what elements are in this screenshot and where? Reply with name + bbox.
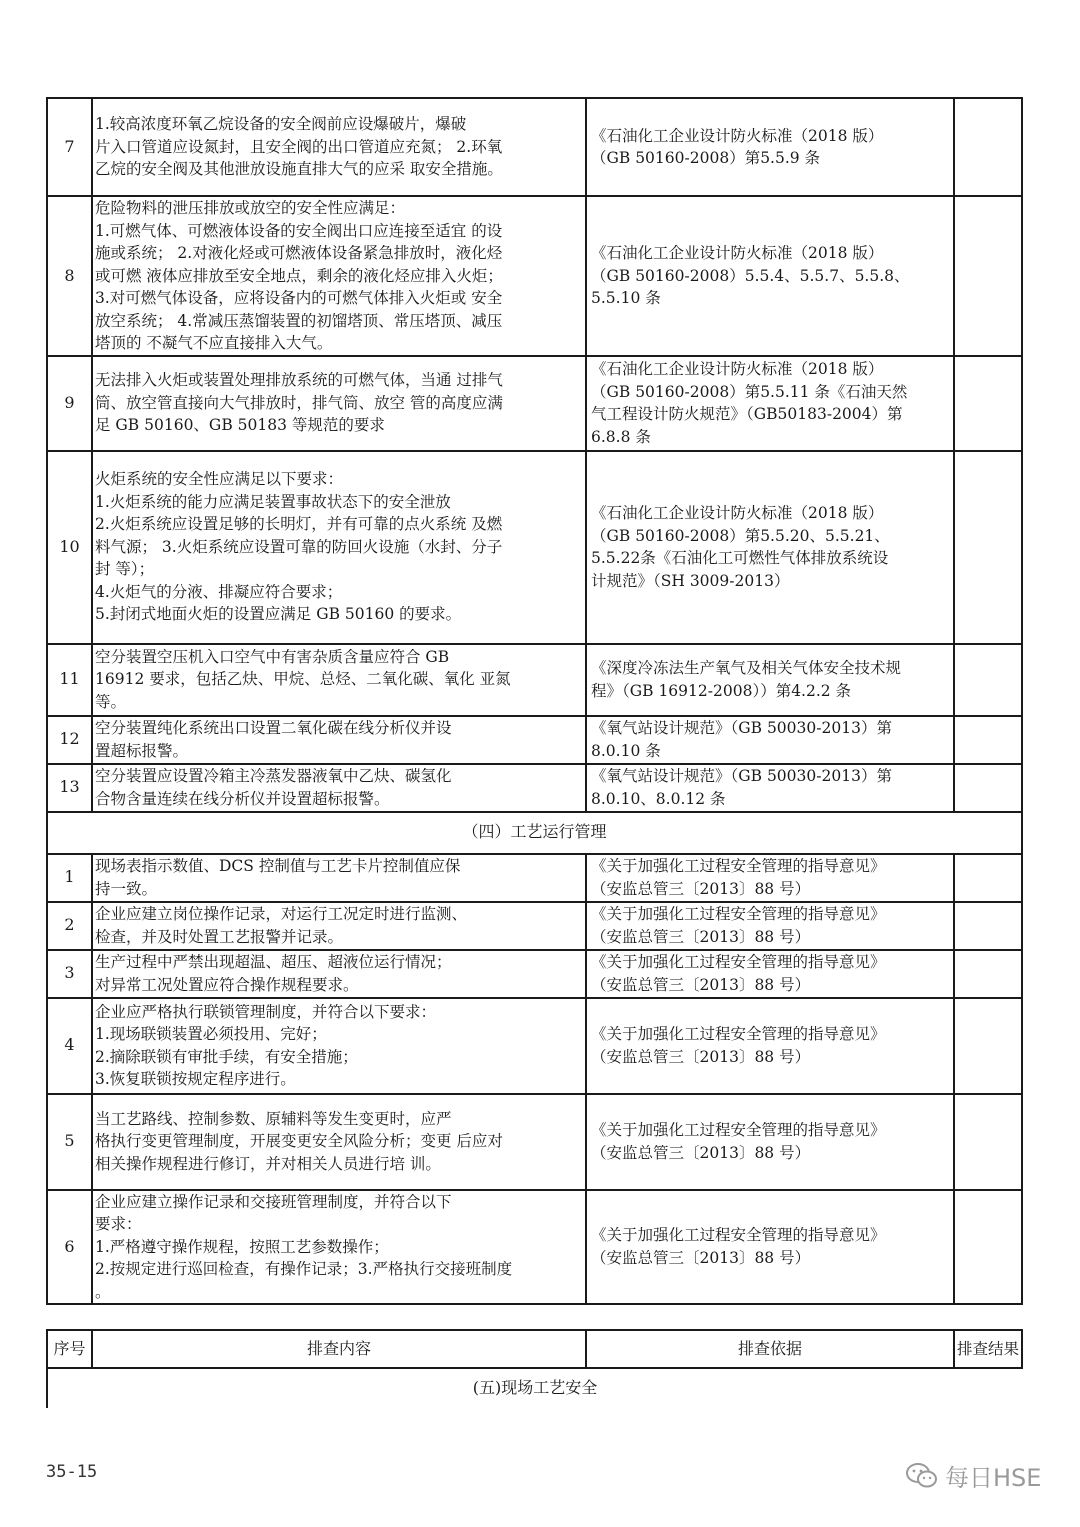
- basis-line: 《关于加强化工过程安全管理的指导意见》: [591, 953, 886, 971]
- content-line: 筒、放空管直接向大气排放时，排气筒、放空 管的高度应满: [95, 393, 503, 412]
- basis-line: （GB 50160-2008）第5.5.9 条: [591, 149, 821, 167]
- content-line: 危险物料的泄压排放或放空的安全性应满足：: [95, 199, 406, 217]
- section-4-title: （四）工艺运行管理: [47, 812, 1022, 854]
- content-line: 4.火炬气的分液、排凝应符合要求；: [95, 582, 343, 601]
- content-line: 1.火炬系统的能力应满足装置事故状态下的安全泄放: [95, 492, 451, 511]
- content-line: 当工艺路线、控制参数、原辅料等发生变更时，应严: [95, 1109, 452, 1128]
- table-row: [47, 950, 1022, 998]
- row-basis: [586, 356, 954, 451]
- content-line: 足 GB 50160、GB 50183 等规范的要求: [95, 416, 385, 435]
- table-header-continuation: [46, 1329, 1023, 1408]
- row-result-cell[interactable]: [954, 716, 1022, 764]
- content-line: 或可燃 液体应排放至安全地点，剩余的液化烃应排入火炬；: [95, 266, 503, 285]
- row-number: 10: [47, 451, 92, 644]
- row-content: [92, 902, 586, 950]
- row-result-cell[interactable]: [954, 356, 1022, 451]
- content-line: 置超标报警。: [95, 741, 189, 760]
- content-line: 封 等）；: [95, 560, 155, 579]
- row-content: [92, 1094, 586, 1190]
- row-content: [92, 716, 586, 764]
- row-content: [92, 196, 586, 356]
- header-col-result-text: 排查结果: [957, 1339, 1020, 1358]
- content-line: 现场表指示数值、DCS 控制值与工艺卡片控制值应保: [95, 857, 461, 875]
- basis-line: （安监总管三〔2013〕88 号）: [591, 1143, 811, 1162]
- row-content: [92, 98, 586, 196]
- row-basis: [586, 902, 954, 950]
- content-line: 要求：: [95, 1215, 142, 1233]
- content-line: 1.较高浓度环氧乙烷设备的安全阀前应设爆破片，爆破: [95, 115, 467, 134]
- content-line: 企业应严格执行联锁管理制度，并符合以下要求：: [95, 1002, 437, 1021]
- section-4-row: [47, 812, 1022, 854]
- table-row: [47, 764, 1022, 812]
- content-line: 生产过程中严禁出现超温、超压、超液位运行情况；: [95, 953, 452, 971]
- row-result-cell[interactable]: [954, 98, 1022, 196]
- basis-line: （安监总管三〔2013〕88 号）: [591, 927, 811, 946]
- row-result-cell[interactable]: [954, 950, 1022, 998]
- content-line: 放空系统； 4.常减压蒸馏装置的初馏塔顶、常压塔顶、减压: [95, 311, 503, 330]
- section-5-title: (五)现场工艺安全: [47, 1368, 1022, 1408]
- row-basis: [586, 1094, 954, 1190]
- row-number: 8: [47, 196, 92, 356]
- table-row: [47, 1190, 1022, 1305]
- row-number: 6: [47, 1190, 92, 1305]
- basis-line: 《石油化工企业设计防火标准（2018 版）: [591, 504, 884, 522]
- content-line: 3.对可燃气体设备，应将设备内的可燃气体排入火炬或 安全: [95, 289, 503, 307]
- basis-line: （安监总管三〔2013〕88 号）: [591, 1047, 811, 1066]
- content-line: 等。: [95, 692, 127, 711]
- row-number: 4: [47, 998, 92, 1094]
- page-number: 35-15: [46, 1462, 98, 1482]
- basis-line: 8.0.10、8.0.12 条: [591, 789, 726, 808]
- row-content: [92, 764, 586, 812]
- row-number: 1: [47, 854, 92, 902]
- header-col-content: 排查内容: [92, 1330, 586, 1368]
- content-line: 1.可燃气体、可燃液体设备的安全阀出口应连接至适宜 的设: [95, 221, 503, 240]
- row-basis: [586, 196, 954, 356]
- basis-line: 5.5.10 条: [591, 289, 661, 307]
- content-line: 空分装置应设置冷箱主冷蒸发器液氧中乙炔、碳氢化: [95, 767, 452, 785]
- row-basis: [586, 716, 954, 764]
- basis-line: 气工程设计防火规范》（GB50183-2004）第: [591, 405, 903, 423]
- row-result-cell[interactable]: [954, 764, 1022, 812]
- table-row: [47, 451, 1022, 644]
- basis-line: 8.0.10 条: [591, 741, 661, 760]
- content-line: 1.现场联锁装置必须投用、完好；: [95, 1025, 327, 1043]
- wechat-icon: [905, 1462, 939, 1490]
- row-result-cell[interactable]: [954, 451, 1022, 644]
- row-number: 9: [47, 356, 92, 451]
- row-result-cell[interactable]: [954, 1094, 1022, 1190]
- content-line: 相关操作规程进行修订，并对相关人员进行培 训。: [95, 1154, 441, 1173]
- basis-line: 《石油化工企业设计防火标准（2018 版）: [591, 126, 884, 145]
- row-number: 7: [47, 98, 92, 196]
- row-result-cell[interactable]: [954, 854, 1022, 902]
- basis-line: 计规范》（SH 3009-2013）: [591, 571, 790, 590]
- table-row: [47, 98, 1022, 196]
- row-basis: [586, 98, 954, 196]
- basis-line: 5.5.22条《石油化工可燃性气体排放系统设: [591, 549, 889, 567]
- row-result-cell[interactable]: [954, 196, 1022, 356]
- header-col-num: 序号: [47, 1330, 92, 1368]
- row-result-cell[interactable]: [954, 644, 1022, 716]
- basis-line: 《关于加强化工过程安全管理的指导意见》: [591, 857, 886, 875]
- content-line: 2.摘除联锁有审批手续，有安全措施；: [95, 1047, 358, 1066]
- row-basis: [586, 764, 954, 812]
- content-line: 1.严格遵守操作规程，按照工艺参数操作；: [95, 1237, 389, 1256]
- row-basis: [586, 998, 954, 1094]
- row-result-cell[interactable]: [954, 998, 1022, 1094]
- table-row: [47, 644, 1022, 716]
- table-row: [47, 902, 1022, 950]
- content-line: 料气源； 3.火炬系统应设置可靠的防回火设施（水封、分子: [95, 537, 503, 556]
- basis-line: 《石油化工企业设计防火标准（2018 版）: [591, 360, 884, 378]
- content-line: 火炬系统的安全性应满足以下要求：: [95, 470, 344, 489]
- row-number: 3: [47, 950, 92, 998]
- content-line: 2.火炬系统应设置足够的长明灯，并有可靠的点火系统 及燃: [95, 515, 503, 534]
- content-line: 企业应建立岗位操作记录，对运行工况定时进行监测、: [95, 905, 468, 923]
- row-basis: [586, 950, 954, 998]
- row-basis: [586, 854, 954, 902]
- row-result-cell[interactable]: [954, 1190, 1022, 1305]
- basis-line: 《深度冷冻法生产氧气及相关气体安全技术规: [591, 659, 902, 677]
- basis-line: 《关于加强化工过程安全管理的指导意见》: [591, 1025, 886, 1043]
- basis-line: 《关于加强化工过程安全管理的指导意见》: [591, 1121, 886, 1139]
- row-number: 13: [47, 764, 92, 812]
- check-table: [46, 97, 1023, 1305]
- content-line: 5.封闭式地面火炬的设置应满足 GB 50160 的要求。: [95, 605, 462, 624]
- table-row: [47, 356, 1022, 451]
- basis-line: （GB 50160-2008）5.5.4、5.5.7、5.5.8、: [591, 266, 910, 285]
- content-line: 检查，并及时处置工艺报警并记录。: [95, 927, 344, 946]
- basis-line: （GB 50160-2008）第5.5.11 条《石油天然: [591, 382, 908, 401]
- basis-line: 《氧气站设计规范》（GB 50030-2013）第: [591, 719, 892, 737]
- table-row: [47, 998, 1022, 1094]
- row-content: [92, 644, 586, 716]
- content-line: 3.恢复联锁按规定程序进行。: [95, 1070, 296, 1088]
- row-number: 2: [47, 902, 92, 950]
- row-content: [92, 950, 586, 998]
- basis-line: 《关于加强化工过程安全管理的指导意见》: [591, 1226, 886, 1245]
- watermark: [905, 1458, 1041, 1493]
- table-row: [47, 854, 1022, 902]
- basis-line: 程》（GB 16912-2008））第4.2.2 条: [591, 681, 852, 700]
- header-row: [47, 1330, 1022, 1368]
- content-line: 持一致。: [95, 879, 158, 898]
- row-basis: [586, 451, 954, 644]
- basis-line: 《氧气站设计规范》（GB 50030-2013）第: [591, 767, 892, 785]
- row-basis: [586, 1190, 954, 1305]
- content-line: 乙烷的安全阀及其他泄放设施直排大气的应采 取安全措施。: [95, 160, 503, 179]
- row-number: 5: [47, 1094, 92, 1190]
- row-content: [92, 998, 586, 1094]
- basis-line: （安监总管三〔2013〕88 号）: [591, 1248, 811, 1267]
- section-5-row: [47, 1368, 1022, 1408]
- basis-line: 6.8.8 条: [591, 427, 651, 446]
- content-line: 格执行变更管理制度，开展变更安全风险分析；变更 后应对: [95, 1132, 503, 1151]
- header-col-basis: 排查依据: [586, 1330, 954, 1368]
- row-number: 11: [47, 644, 92, 716]
- row-content: [92, 854, 586, 902]
- watermark-text: 每日HSE: [945, 1464, 1042, 1492]
- content-line: 空分装置纯化系统出口设置二氧化碳在线分析仪并设: [95, 719, 452, 737]
- content-line: 塔顶的 不凝气不应直接排入大气。: [95, 334, 333, 352]
- basis-line: 《关于加强化工过程安全管理的指导意见》: [591, 905, 886, 923]
- table-row: [47, 196, 1022, 356]
- header-col-result: [954, 1330, 1022, 1368]
- content-line: 2.按规定进行巡回检查，有操作记录；3.严格执行交接班制度: [95, 1260, 513, 1278]
- row-result-cell[interactable]: [954, 902, 1022, 950]
- row-content: [92, 356, 586, 451]
- basis-line: 《石油化工企业设计防火标准（2018 版）: [591, 244, 884, 262]
- content-line: 对异常工况处置应符合操作规程要求。: [95, 975, 359, 994]
- table-row: [47, 716, 1022, 764]
- content-line: 16912 要求，包括乙炔、甲烷、总烃、二氧化碳、氧化 亚氮: [95, 670, 511, 689]
- basis-line: （安监总管三〔2013〕88 号）: [591, 975, 811, 994]
- content-line: 无法排入火炬或装置处理排放系统的可燃气体，当通 过排气: [95, 371, 503, 390]
- row-content: [92, 451, 586, 644]
- basis-line: （GB 50160-2008）第5.5.20、5.5.21、: [591, 526, 890, 545]
- content-line: 片入口管道应设氮封，且安全阀的出口管道应充氮； 2.环氧: [95, 137, 503, 156]
- content-line: 企业应建立操作记录和交接班管理制度，并符合以下: [95, 1192, 452, 1211]
- basis-line: （安监总管三〔2013〕88 号）: [591, 879, 811, 898]
- content-line: 。: [95, 1282, 111, 1301]
- row-basis: [586, 644, 954, 716]
- table-row: [47, 1094, 1022, 1190]
- content-line: 施或系统； 2.对液化烃或可燃液体设备紧急排放时，液化烃: [95, 244, 503, 262]
- row-number: 12: [47, 716, 92, 764]
- content-line: 合物含量连续在线分析仪并设置超标报警。: [95, 789, 390, 808]
- row-content: [92, 1190, 586, 1305]
- content-line: 空分装置空压机入口空气中有害杂质含量应符合 GB: [95, 647, 450, 666]
